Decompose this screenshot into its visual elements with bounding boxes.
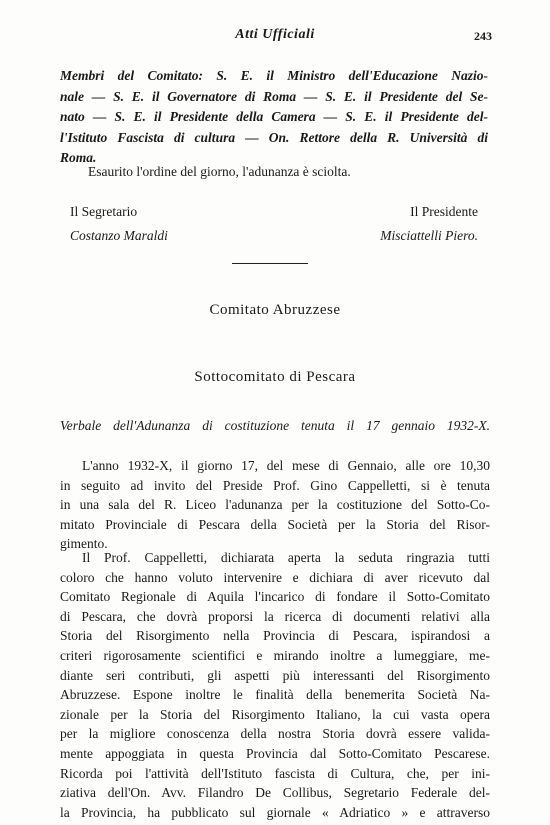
text-line: Comitato Regionale di Aquila l'incarico di fondare il Sotto-Comitato <box>60 589 490 605</box>
committee-title: Comitato Abruzzese <box>209 302 341 318</box>
text-line: di Pescara, che dovrà proporsi la ricerca di documenti relativi alla <box>60 608 490 624</box>
president-name: Misciattelli Piero. <box>380 228 478 243</box>
president-signature <box>380 200 478 248</box>
members-line: l'Istituto Fascista di cultura — On. Rettore della R. Università di <box>60 129 488 145</box>
text-line: criteri rigorosamente scientifici e mirando inoltre a lumeggiare, me- <box>60 647 490 663</box>
text-line: Abruzzese. Espone inoltre le finalità della benemerita Società Na- <box>60 687 490 703</box>
running-title: Atti Ufficiali <box>235 27 315 42</box>
members-line: Roma. <box>60 150 97 165</box>
section-divider <box>232 263 308 264</box>
members-line: nato — S. E. il Presidente della Camera — S. E. il Presidente del- <box>60 109 488 124</box>
text-line: la Provincia, ha pubblicato sul giornale « Adriatico » e attraverso <box>60 804 490 820</box>
text-line: gimento. <box>60 536 108 552</box>
text-line: diante seri contributi, gli aspetti più interessanti del Risorgimento <box>60 667 490 683</box>
text-line: in una sala del R. Liceo l'adunanza per la costituzione del Sotto-Co- <box>60 497 490 513</box>
president-role: Il Presidente <box>410 204 478 219</box>
secretary-signature <box>70 200 168 248</box>
text-line: mente appoggiata in questa Provincia dal Sotto-Comitato Pescarese. <box>60 745 490 761</box>
committee-members-paragraph <box>60 66 488 169</box>
members-line: nale — S. E. il Governatore di Roma — S. E. il Presidente del Se- <box>60 88 488 104</box>
text-line: Storia del Risorgimento nella Provincia di Pescara, ispirandosi a <box>60 628 490 644</box>
subcommittee-title: Sottocomitato di Pescara <box>194 369 356 385</box>
adjournment-note: Esaurito l'ordine del giorno, l'adunanza è sciolta. <box>88 164 351 179</box>
text-line: mitato Provinciale di Pescara della Società per la Storia del Risor- <box>60 516 490 532</box>
text-line: ziativa dell'On. Avv. Filandro De Collibus, Segretario Federale del- <box>60 785 490 801</box>
text-line: coloro che hanno voluto intervenire e dichiara di aver ricevuto dal <box>60 569 490 585</box>
text-line: per la migliore conoscenza della nostra Storia dovrà essere valida- <box>60 726 490 742</box>
secretary-role: Il Segretario <box>70 204 138 219</box>
page-number: 243 <box>474 29 492 43</box>
body-paragraph-1 <box>60 456 490 554</box>
body-paragraph-2 <box>60 548 490 822</box>
text-line: Il Prof. Cappelletti, dichiarata aperta la seduta ringrazia tutti <box>82 550 490 565</box>
text-line: Ricorda poi l'attività dell'Istituto fascista di Cultura, che, per ini- <box>60 765 490 781</box>
text-line: in seguito ad invito del Preside Prof. Gino Cappelletti, si è tenuta <box>60 477 490 493</box>
members-line: Membri del Comitato: S. E. il Ministro dell'Educazione Nazio- <box>60 68 488 83</box>
secretary-name: Costanzo Maraldi <box>70 228 168 243</box>
text-line: zionale per la Storia del Risorgimento Italiano, la cui vasta opera <box>60 706 490 722</box>
running-header <box>0 27 550 47</box>
text-line: L'anno 1932-X, il giorno 17, del mese di Gennaio, alle ore 10,30 <box>82 458 490 473</box>
minutes-heading: Verbale dell'Adunanza di costituzione tenuta il 17 gennaio 1932-X. <box>60 418 490 433</box>
